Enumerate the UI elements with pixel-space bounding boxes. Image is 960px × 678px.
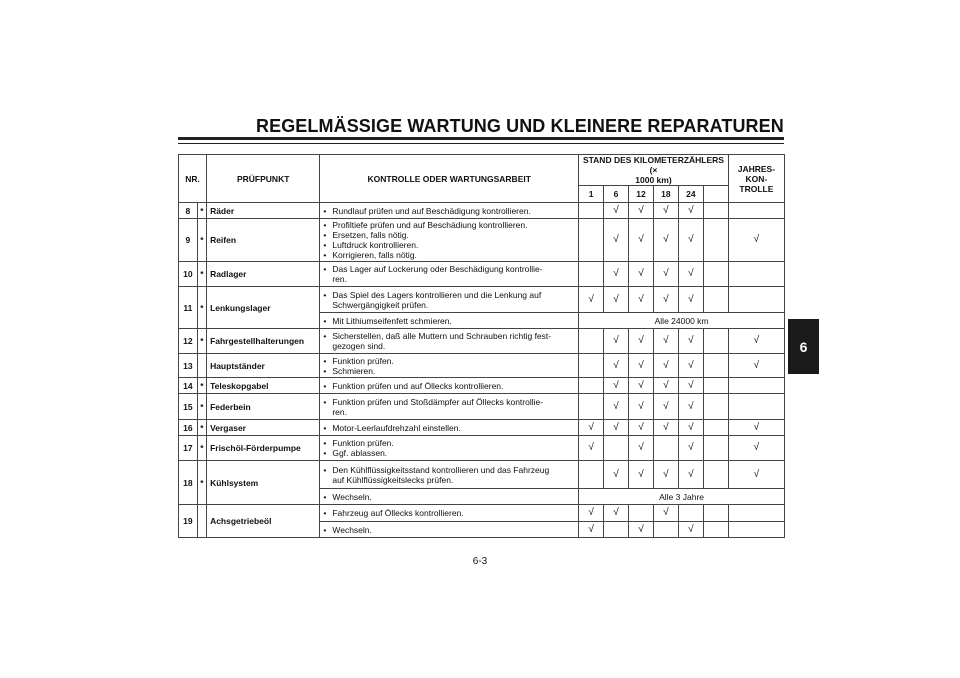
row-number: 8 [179,203,198,219]
check-mark: √ [604,461,629,489]
bullet: • [323,355,327,366]
header-odometer-line2: 1000 km) [635,175,672,185]
action-text: Funktion prüfen. [332,355,394,366]
header-odo-18: 18 [653,186,678,203]
empty-cell [703,420,728,436]
action-line [323,448,575,458]
check-mark: √ [653,505,678,522]
action-text: Wechseln. [332,491,372,502]
action-line [323,423,575,433]
action-line [323,240,575,250]
work-cell [320,378,579,394]
row-number: 17 [179,436,198,461]
check-mark: √ [629,329,654,354]
bullet: • [323,464,327,475]
check-mark: √ [629,219,654,262]
header-odo-12: 12 [629,186,654,203]
action-text: Wechseln. [332,524,372,535]
empty-cell [678,505,703,522]
title-rule-thin [178,143,784,144]
header-nr: NR. [179,155,207,203]
header-odometer-line1: STAND DES KILOMETERZÄHLERS (× [582,155,724,175]
check-mark: √ [604,203,629,219]
check-mark: √ [653,378,678,394]
check-mark: √ [629,436,654,461]
table-row [179,203,785,219]
action-line [323,397,575,417]
check-mark: √ [678,522,703,538]
empty-cell [728,522,784,538]
check-mark: √ [604,287,629,313]
check-mark: √ [579,522,604,538]
chapter-tab: 6 [788,319,819,374]
action-text: Fahrzeug auf Öllecks kontrollieren. [332,508,464,518]
check-mark: √ [678,329,703,354]
check-mark: √ [678,461,703,489]
header-odo-24: 24 [678,186,703,203]
action-text: Profiltiefe prüfen und auf Beschädiung kontrollieren. [332,220,528,230]
work-cell [320,313,579,329]
empty-cell [728,378,784,394]
annual-check-mark: √ [728,354,784,378]
header-odo-1: 1 [579,186,604,203]
bullet: • [323,396,327,407]
work-cell [320,394,579,420]
work-cell [320,329,579,354]
check-mark: √ [604,329,629,354]
check-mark: √ [653,203,678,219]
check-mark: √ [653,394,678,420]
bullet: • [323,220,327,230]
empty-cell [579,461,604,489]
row-mark: * [197,262,206,287]
action-text: Rundlauf prüfen und auf Beschädigung kontrollieren. [332,205,531,216]
check-item: Fahrgestellhalterungen [207,329,320,354]
check-mark: √ [629,522,654,538]
check-mark: √ [678,436,703,461]
action-line [323,331,575,351]
work-cell [320,436,579,461]
empty-cell [703,287,728,313]
empty-cell [604,436,629,461]
bullet: • [323,205,327,216]
table-row [179,329,785,354]
empty-cell [728,287,784,313]
row-mark: * [197,461,206,505]
table-row [179,287,785,313]
header-work: KONTROLLE ODER WARTUNGSARBEIT [320,155,579,203]
header-annual: JAHRES- KON- TROLLE [728,155,784,203]
action-text: Funktion prüfen und Stoßdämpfer auf Öllecks kontrollie- ren. [332,396,544,417]
action-text: Das Lager auf Lockerung oder Beschädigung kontrollie- ren. [332,264,543,284]
check-item: Teleskopgabel [207,378,320,394]
action-line [323,250,575,260]
table-row [179,394,785,420]
check-mark: √ [653,287,678,313]
action-line [323,316,575,326]
action-line [323,492,575,502]
row-number: 11 [179,287,198,329]
row-number: 9 [179,219,198,262]
check-mark: √ [579,505,604,522]
table-row [179,354,785,378]
action-line [323,220,575,230]
row-mark [197,354,206,378]
action-line [323,438,575,448]
bullet: • [323,438,327,448]
check-mark: √ [678,420,703,436]
action-line [323,508,575,518]
empty-cell [728,394,784,420]
row-mark: * [197,420,206,436]
check-item: Radlager [207,262,320,287]
interval-text: Alle 3 Jahre [579,489,785,505]
bullet: • [323,240,327,250]
table-row [179,420,785,436]
check-item: Reifen [207,219,320,262]
row-mark: * [197,219,206,262]
title-rule-thick [178,137,784,140]
work-cell [320,219,579,262]
header-odo-6: 6 [604,186,629,203]
check-mark: √ [579,287,604,313]
maintenance-table [178,154,785,538]
row-number: 13 [179,354,198,378]
action-line [323,465,575,485]
check-mark: √ [678,262,703,287]
check-mark: √ [678,203,703,219]
empty-cell [703,219,728,262]
row-mark: * [197,378,206,394]
empty-cell [653,436,678,461]
empty-cell [629,505,654,522]
check-item: Vergaser [207,420,320,436]
action-text: Schmieren. [332,365,376,376]
bullet: • [323,508,327,518]
table-row [179,436,785,461]
annual-check-mark: √ [728,461,784,489]
check-item: Räder [207,203,320,219]
empty-cell [703,262,728,287]
check-mark: √ [653,461,678,489]
check-mark: √ [653,354,678,378]
check-mark: √ [629,461,654,489]
check-mark: √ [579,436,604,461]
check-item: Federbein [207,394,320,420]
bullet: • [323,491,327,502]
check-mark: √ [678,287,703,313]
row-mark: * [197,287,206,329]
row-number: 10 [179,262,198,287]
action-line [323,366,575,376]
action-line [323,381,575,391]
check-mark: √ [678,354,703,378]
bullet: • [323,448,327,458]
bullet: • [323,250,327,260]
empty-cell [579,354,604,378]
action-text: Motor-Leerlaufdrehzahl einstellen. [332,422,461,433]
check-item: Kühlsystem [207,461,320,505]
action-text: Luftdruck kontrollieren. [332,240,419,250]
bullet: • [323,365,327,376]
action-text: Korrigieren, falls nötig. [332,250,417,260]
page-title: REGELMÄSSIGE WARTUNG UND KLEINERE REPARATUREN [256,116,784,136]
action-text: Ersetzen, falls nötig. [332,230,409,240]
check-mark: √ [629,378,654,394]
row-number: 19 [179,505,198,538]
row-mark: * [197,203,206,219]
bullet: • [323,422,327,433]
bullet: • [323,230,327,240]
empty-cell [653,522,678,538]
action-text: Sicherstellen, daß alle Muttern und Schrauben richtig fest- gezogen sind. [332,331,552,351]
empty-cell [703,378,728,394]
check-item: Lenkungslager [207,287,320,329]
empty-cell [579,203,604,219]
page-number: 6-3 [472,556,488,567]
row-mark: * [197,329,206,354]
work-cell [320,420,579,436]
work-cell [320,354,579,378]
annual-check-mark: √ [728,436,784,461]
row-mark: * [197,436,206,461]
check-mark: √ [653,219,678,262]
check-mark: √ [604,394,629,420]
check-mark: √ [604,219,629,262]
work-cell [320,203,579,219]
empty-cell [579,219,604,262]
check-mark: √ [604,262,629,287]
annual-check-mark: √ [728,219,784,262]
header-odometer [579,155,729,186]
check-mark: √ [653,420,678,436]
check-item: Achsgetriebeöl [207,505,320,538]
check-mark: √ [579,420,604,436]
row-mark: * [197,394,206,420]
check-mark: √ [629,420,654,436]
empty-cell [604,522,629,538]
action-text: Funktion prüfen und auf Öllecks kontrollieren. [332,380,504,391]
annual-check-mark: √ [728,329,784,354]
empty-cell [703,461,728,489]
check-item: Hauptständer [207,354,320,378]
empty-cell [703,354,728,378]
empty-cell [728,262,784,287]
row-mark [197,505,206,538]
table-row [179,378,785,394]
action-text: Das Spiel des Lagers kontrollieren und die Lenkung auf Schwergängigkeit prüfen. [332,289,542,310]
row-number: 14 [179,378,198,394]
row-number: 18 [179,461,198,505]
check-mark: √ [629,394,654,420]
table-row [179,219,785,262]
empty-cell [579,394,604,420]
work-cell [320,262,579,287]
work-cell [320,489,579,505]
empty-cell [579,378,604,394]
table-row [179,461,785,489]
bullet: • [323,380,327,391]
action-text: Mit Lithiumseifenfett schmieren. [332,315,452,326]
bullet: • [323,315,327,326]
check-mark: √ [629,287,654,313]
check-mark: √ [653,329,678,354]
table-row [179,505,785,522]
empty-cell [703,522,728,538]
bullet: • [323,289,327,300]
empty-cell [728,505,784,522]
interval-text: Alle 24000 km [579,313,785,329]
empty-cell [703,203,728,219]
action-line [323,264,575,284]
bullet: • [323,331,327,341]
work-cell [320,287,579,313]
check-mark: √ [678,378,703,394]
check-mark: √ [678,394,703,420]
check-mark: √ [629,354,654,378]
table-row [179,262,785,287]
action-line [323,206,575,216]
empty-cell [579,262,604,287]
empty-cell [703,329,728,354]
action-text: Funktion prüfen. [332,438,394,448]
check-mark: √ [678,219,703,262]
action-line [323,525,575,535]
annual-check-mark: √ [728,420,784,436]
action-text: Den Kühlflüssigkeitsstand kontrollieren und das Fahrzeug auf Kühlflüssigkeitslecks prüfen. [332,464,550,485]
check-mark: √ [629,262,654,287]
check-mark: √ [604,420,629,436]
action-line [323,356,575,366]
row-number: 16 [179,420,198,436]
action-line [323,290,575,310]
row-number: 15 [179,394,198,420]
row-number: 12 [179,329,198,354]
check-mark: √ [604,354,629,378]
empty-cell [703,436,728,461]
action-line [323,230,575,240]
work-cell [320,461,579,489]
work-cell [320,522,579,538]
check-mark: √ [653,262,678,287]
header-item: PRÜFPUNKT [207,155,320,203]
empty-cell [728,203,784,219]
check-mark: √ [604,505,629,522]
header-odo-extra [703,186,728,203]
bullet: • [323,524,327,535]
check-mark: √ [629,203,654,219]
empty-cell [579,329,604,354]
check-mark: √ [604,378,629,394]
check-item: Frischöl-Förderpumpe [207,436,320,461]
action-text: Ggf. ablassen. [332,448,388,458]
empty-cell [703,394,728,420]
empty-cell [703,505,728,522]
bullet: • [323,264,327,274]
work-cell [320,505,579,522]
